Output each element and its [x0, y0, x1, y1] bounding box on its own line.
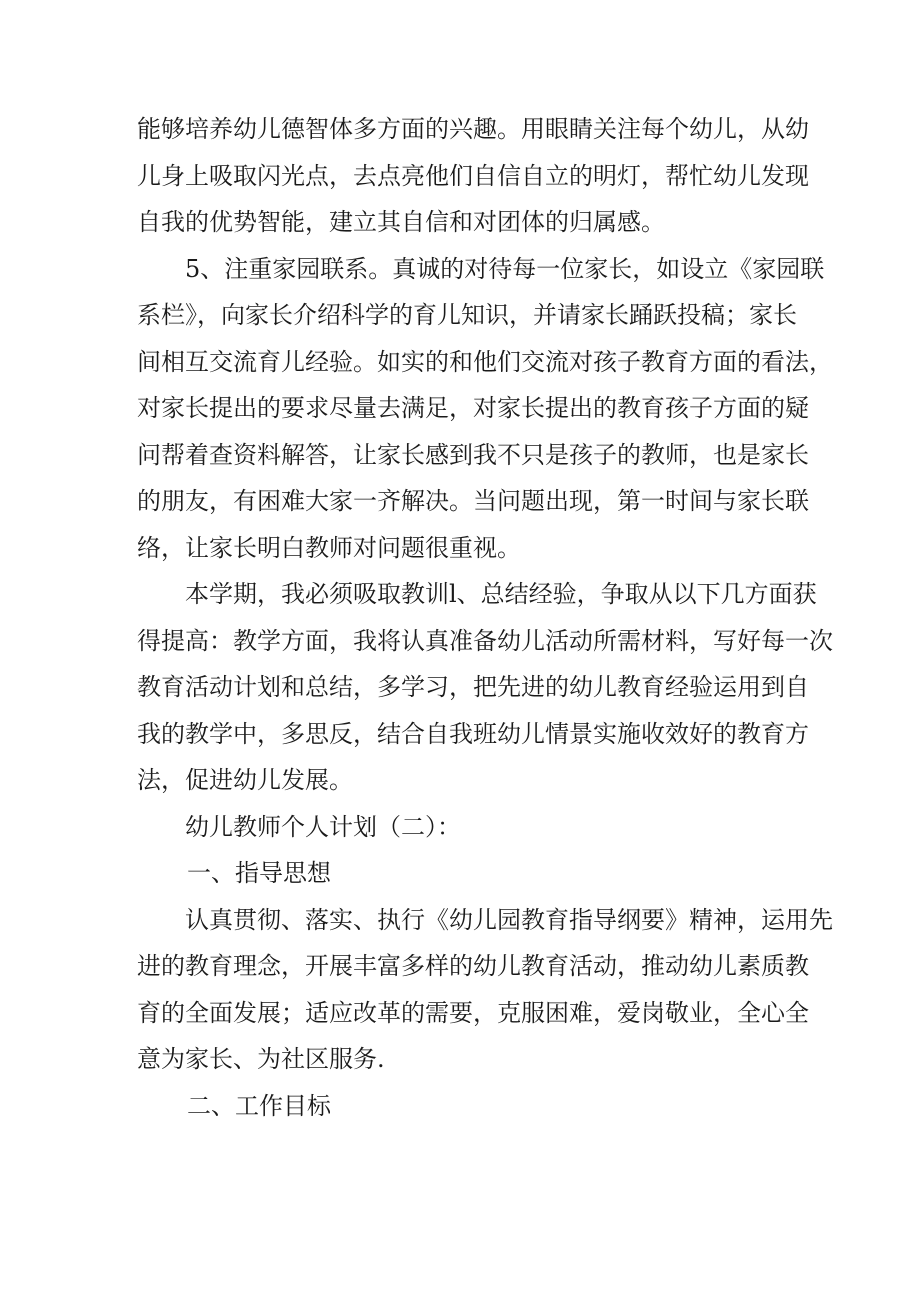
paragraph-semester: [137, 571, 833, 804]
text-line: 教育活动计划和总结，多学习，把先进的幼儿教育经验运用到自: [137, 673, 809, 701]
text-line: 5、注重家园联系。真诚的对待每一位家长，如设立《家园联: [185, 254, 825, 283]
document-body: [137, 106, 833, 1129]
section-heading-guiding-thought: [137, 850, 787, 897]
text-line: 意为家长、为社区服务.: [137, 1045, 385, 1073]
text-line: 我的教学中，多思反，结合自我班幼儿情景实施收效好的教育方: [137, 719, 809, 748]
text-line: 进的教育理念，开展丰富多样的幼儿教育活动，推动幼儿素质教: [137, 952, 809, 980]
text-line: 问帮着查资料解答，让家长感到我不只是孩子的教师，也是家长: [137, 440, 809, 469]
paragraph-interest: [137, 106, 809, 246]
text-line: 自我的优势智能，建立其自信和对团体的归属感。: [137, 208, 665, 236]
section-heading-work-goals: [137, 1083, 787, 1130]
plan-title-text: 幼儿教师个人计划（二）：: [185, 812, 461, 841]
text-line: 系栏》，向家长介绍科学的育儿知识，并请家长踊跃投稿；家长: [137, 301, 797, 329]
text-line: 的朋友，有困难大家一齐解决。当问题出现，第一时间与家长联: [137, 487, 809, 515]
text-line: 法，促进幼儿发展。: [137, 766, 353, 794]
text-line: 对家长提出的要求尽量去满足，对家长提出的教育孩子方面的疑: [137, 394, 809, 422]
section-heading-text: 二、工作目标: [187, 1091, 331, 1120]
text-line: 认真贯彻、落实、执行《幼儿园教育指导纲要》精神，运用先: [185, 905, 833, 934]
paragraph-guiding-thought: [137, 897, 833, 1083]
text-line: 得提高：教学方面，我将认真准备幼儿活动所需材料，写好每一次: [137, 626, 833, 655]
paragraph-home-school: [137, 246, 833, 572]
text-line: 能够培养幼儿德智体多方面的兴趣。用眼睛关注每个幼儿，从幼: [137, 115, 809, 143]
plan-title: [137, 804, 787, 851]
text-line: 育的全面发展；适应改革的需要，克服困难，爱岗敬业，全心全: [137, 998, 809, 1027]
text-line: 络，让家长明白教师对问题很重视。: [137, 533, 521, 562]
text-line: 本学期，我必须吸取教训l、总结经验，争取从以下几方面获: [185, 580, 817, 608]
text-line: 间相互交流育儿经验。如实的和他们交流对孩子教育方面的看法，: [137, 347, 833, 376]
section-heading-text: 一、指导思想: [187, 859, 331, 887]
text-line: 儿身上吸取闪光点，去点亮他们自信自立的明灯，帮忙幼儿发现: [137, 161, 809, 190]
